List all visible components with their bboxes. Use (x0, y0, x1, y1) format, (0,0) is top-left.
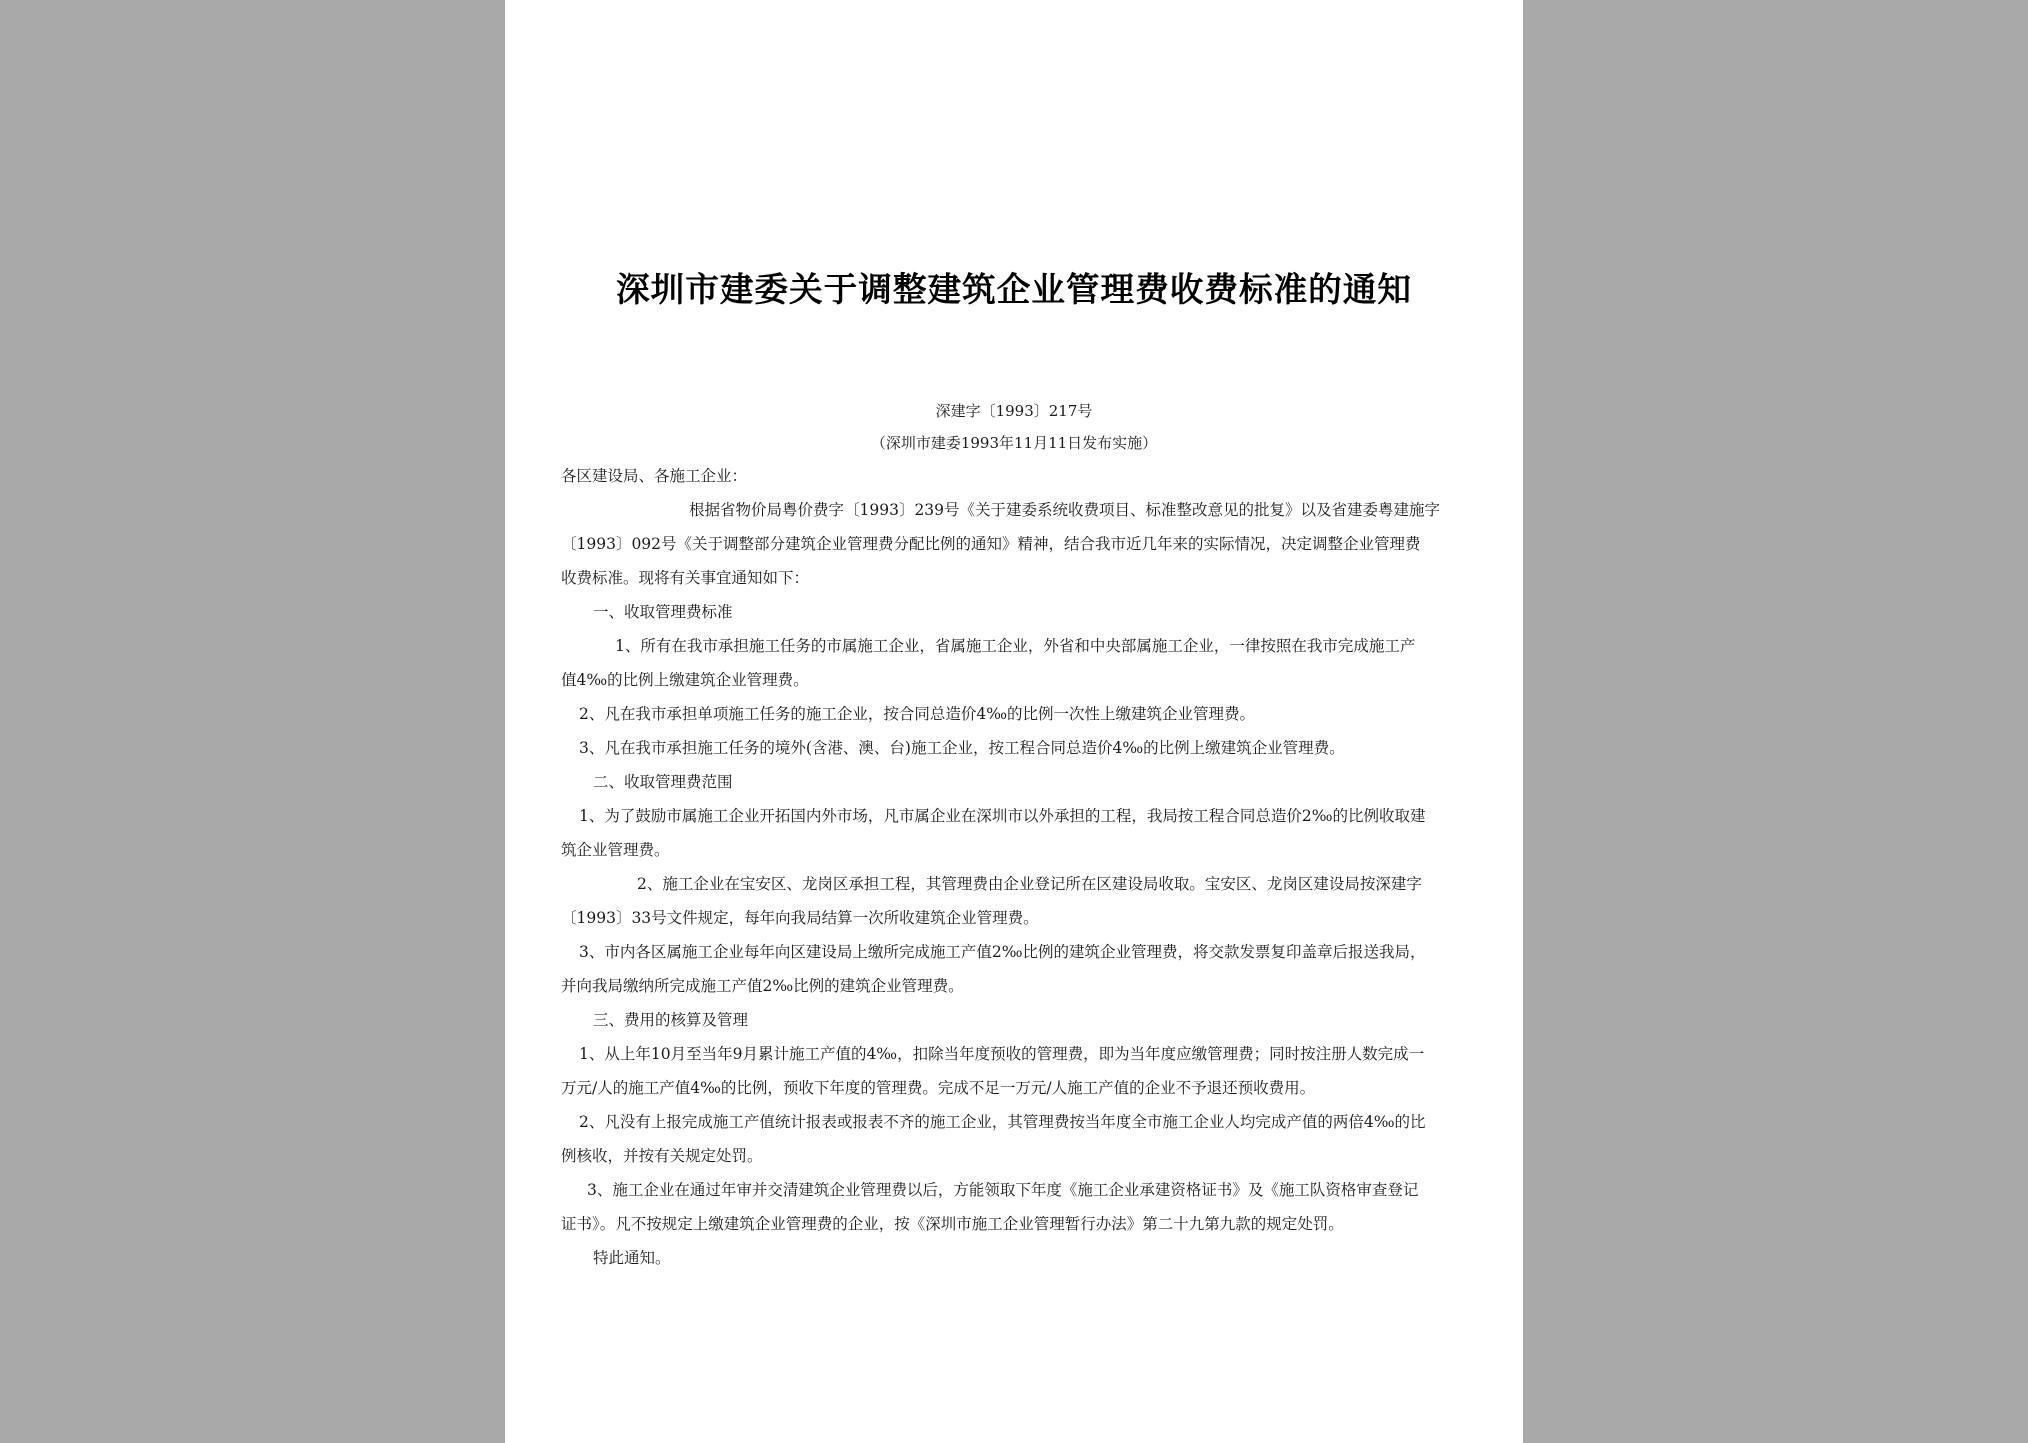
body-line: 2、凡在我市承担单项施工任务的施工企业，按合同总造价4‰的比例一次性上缴建筑企业管理费。 (579, 705, 1256, 723)
body-line: 并向我局缴纳所完成施工产值2‰比例的建筑企业管理费。 (561, 977, 964, 995)
addressee: 各区建设局、各施工企业： (561, 467, 748, 485)
body-line: 收费标准。现将有关事宜通知如下： (561, 569, 810, 587)
section-heading-2: 二、收取管理费范围 (593, 773, 733, 791)
body-line: 值4‰的比例上缴建筑企业管理费。 (561, 671, 809, 689)
body-line: 1、所有在我市承担施工任务的市属施工企业，省属施工企业，外省和中央部属施工企业，一律按照在我市完成施工产 (615, 637, 1416, 655)
body-line: 3、凡在我市承担施工任务的境外(含港、澳、台)施工企业，按工程合同总造价4‰的比例上缴建筑企业管理费。 (579, 739, 1345, 757)
closing-line: 特此通知。 (593, 1249, 671, 1267)
body-line: 证书》。凡不按规定上缴建筑企业管理费的企业，按《深圳市施工企业管理暂行办法》第二十九第九款的规定处罚。 (561, 1215, 1344, 1233)
body-line: 筑企业管理费。 (561, 841, 670, 859)
body-line: 根据省物价局粤价费字〔1993〕239号《关于建委系统收费项目、标准整改意见的批复》以及省建委粤建施字 (689, 501, 1441, 519)
body-line: 3、施工企业在通过年审并交清建筑企业管理费以后，方能领取下年度《施工企业承建资格证书》及《施工队资格审查登记 (587, 1181, 1419, 1199)
body-line: 3、市内各区属施工企业每年向区建设局上缴所完成施工产值2‰比例的建筑企业管理费，将交款发票复印盖章后报送我局， (579, 943, 1426, 961)
issued-note: （深圳市建委1993年11月11日发布实施） (870, 434, 1158, 452)
body-line: 例核收，并按有关规定处罚。 (561, 1147, 763, 1165)
document-number: 深建字〔1993〕217号 (935, 402, 1093, 420)
body-line: 1、为了鼓励市属施工企业开拓国内外市场，凡市属企业在深圳市以外承担的工程，我局按工程合同总造价2‰的比例收取建 (579, 807, 1426, 825)
body-line: 2、凡没有上报完成施工产值统计报表或报表不齐的施工企业，其管理费按当年度全市施工企业人均完成产值的两倍4‰的比 (579, 1113, 1426, 1131)
document-title: 深圳市建委关于调整建筑企业管理费收费标准的通知 (615, 269, 1413, 309)
body-line: 〔1993〕33号文件规定，每年向我局结算一次所收建筑企业管理费。 (561, 909, 1039, 927)
section-heading-1: 一、收取管理费标准 (593, 603, 733, 621)
body-line: 1、从上年10月至当年9月累计施工产值的4‰，扣除当年度预收的管理费，即为当年度应缴管理费；同时按注册人数完成一 (579, 1045, 1425, 1063)
section-heading-3: 三、费用的核算及管理 (593, 1011, 749, 1029)
body-line: 〔1993〕092号《关于调整部分建筑企业管理费分配比例的通知》精神，结合我市近几年来的实际情况，决定调整企业管理费 (561, 535, 1421, 553)
body-line: 2、施工企业在宝安区、龙岗区承担工程，其管理费由企业登记所在区建设局收取。宝安区、龙岗区建设局按深建字 (637, 875, 1422, 893)
body-line: 万元/人的施工产值4‰的比例，预收下年度的管理费。完成不足一万元/人施工产值的企业不予退还预收费用。 (561, 1079, 1316, 1097)
document-page (505, 0, 1523, 1443)
